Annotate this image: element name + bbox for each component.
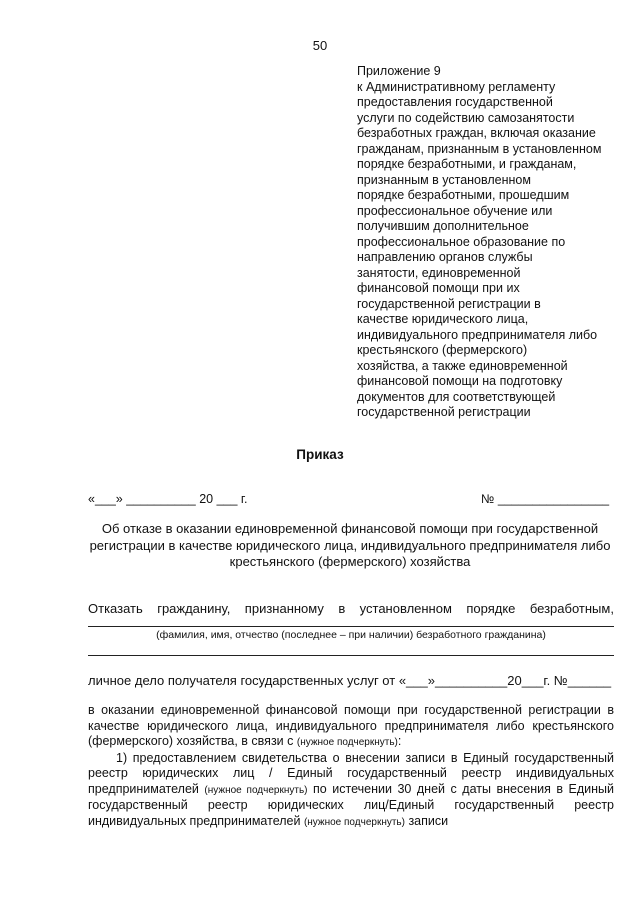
- refusal-word: в: [338, 601, 346, 616]
- page-number: 50: [312, 38, 328, 53]
- body-item-1: 1) предоставлением свидетельства о внесении записи в Единый государственный реестр юридических лиц / Единый государственный реестр индивидуальных предпринимателей (нужное подчеркнуть) по истечении 30 дней с даты внесения в Единый государственный реестр юридических лиц/Единый государственный реестр индивидуальных предпринимателей (нужное подчеркнуть) записи: [88, 750, 615, 828]
- appendix-line: профессиональное образование по: [357, 234, 566, 249]
- order-date-field: «___» __________ 20 ___ г.: [88, 492, 248, 506]
- appendix-line: безработных граждан, включая оказание: [357, 126, 596, 140]
- appendix-line: профессиональное обучение или: [357, 203, 553, 218]
- appendix-line: получившим дополнительное: [357, 219, 529, 233]
- note-text: (нужное подчеркнуть): [296, 737, 398, 748]
- appendix-header: [357, 64, 607, 421]
- refusal-word: безработным,: [529, 601, 614, 616]
- appendix-line: услуги по содействию самозанятости: [357, 110, 575, 125]
- appendix-line: порядке безработными, и гражданам,: [357, 157, 577, 171]
- appendix-line: направлению органов службы: [357, 250, 533, 264]
- note-text: (нужное подчеркнуть): [204, 784, 308, 796]
- appendix-line: к Административному регламенту: [357, 79, 556, 94]
- appendix-line: индивидуального предпринимателя либо: [357, 327, 598, 342]
- appendix-line: качестве юридического лица,: [357, 312, 529, 326]
- appendix-line: государственной регистрации: [357, 405, 531, 419]
- appendix-line: хозяйства, а также единовременной: [357, 358, 568, 373]
- refusal-word: Отказать: [88, 601, 143, 616]
- personal-file-line: личное дело получателя государственных услуг от «___»__________20___г. №______: [88, 673, 612, 688]
- appendix-line: финансовой помощи на подготовку: [357, 374, 563, 388]
- citizen-name-caption: (фамилия, имя, отчество (последнее – при наличии) безработного гражданина): [156, 629, 546, 641]
- order-subject: [80, 521, 620, 571]
- citizen-extra-fill-line: [88, 655, 614, 656]
- order-number-field: № ________________: [481, 492, 610, 506]
- subject-line: Об отказе в оказании единовременной финансовой помощи при государственной: [101, 521, 599, 536]
- body-paragraph: в оказании единовременной финансовой помощи при государственной регистрации в качестве юридического лица, индивидуального предпринимателя либо крестьянского (фермерского) хозяйства, в связи с (нужное подчеркнуть):: [88, 703, 614, 748]
- note-text: (нужное подчеркнуть): [303, 816, 405, 828]
- appendix-line: Приложение 9: [357, 64, 441, 78]
- appendix-line: предоставления государственной: [357, 95, 553, 109]
- appendix-line: занятости, единовременной: [357, 265, 521, 280]
- subject-line: крестьянского (фермерского) хозяйства: [229, 554, 471, 569]
- citizen-name-fill-line: [88, 626, 614, 627]
- refusal-word: признанному: [244, 601, 324, 616]
- order-title: Приказ: [296, 447, 344, 462]
- refusal-word: порядке: [466, 601, 516, 616]
- order-body: [88, 703, 614, 830]
- appendix-line: документов для соответствующей: [357, 389, 556, 404]
- appendix-line: государственной регистрации в: [357, 296, 541, 311]
- appendix-line: финансовой помощи при их: [357, 281, 520, 295]
- appendix-line: признанным в установленном: [357, 172, 531, 187]
- appendix-line: крестьянского (фермерского): [357, 343, 528, 357]
- appendix-line: порядке безработными, прошедшим: [357, 188, 570, 202]
- refusal-word: гражданину,: [157, 601, 231, 616]
- appendix-line: гражданам, признанным в установленном: [357, 141, 602, 156]
- subject-line: регистрации в качестве юридического лица, индивидуального предпринимателя либо: [89, 537, 611, 553]
- refusal-word: установленном: [359, 601, 452, 616]
- refusal-sentence: [88, 601, 614, 616]
